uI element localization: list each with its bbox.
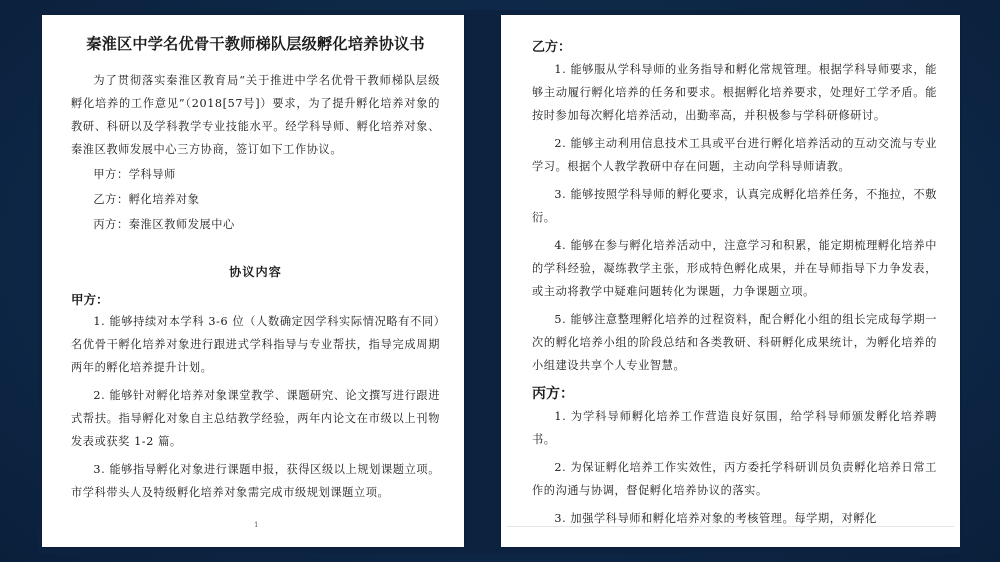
document-page-left <box>42 15 464 547</box>
page-number: 1 <box>254 521 259 529</box>
party-c-item-1: 1. 为学科导师孵化培养工作营造良好氛围，给学科导师颁发孵化培养聘书。 <box>532 410 937 446</box>
party-c-heading: 丙方： <box>532 386 574 402</box>
party-b-item-3: 3. 能够按照学科导师的孵化要求，认真完成孵化培养任务，不拖拉，不敷衍。 <box>532 188 937 224</box>
document-title: 秦淮区中学名优骨干教师梯队层级孵化培养协议书 <box>86 35 425 53</box>
party-a-heading: 甲方： <box>71 292 109 307</box>
page-left-content <box>71 34 440 504</box>
party-c-item-3: 3. 加强学科导师和孵化培养对象的考核管理。每学期，对孵化 <box>554 512 877 525</box>
party-a-item-3: 3. 能够指导孵化对象进行课题申报，获得区级以上规划课题立项。市学科带头人及特级孵化培养对象需完成市级规划课题立项。 <box>71 463 440 499</box>
intro-paragraph: 为了贯彻落实秦淮区教育局“关于推进中学名优骨干教师梯队层级孵化培养的工作意见”（2018[57号]）要求，为了提升孵化培养对象的教研、科研以及学科教学专业技能水平。经学科导师、孵化培养对象、秦淮区教师发展中心三方协商，签订如下工作协议。 <box>71 74 440 156</box>
party-b-line: 乙方：孵化培养对象 <box>93 193 200 206</box>
party-b-item-5: 5. 能够注意整理孵化培养的过程资料，配合孵化小组的组长完成每学期一次的孵化培养小组的阶段总结和各类教研、科研孵化成果统计，为孵化培养的小组建设共享个人专业智慧。 <box>532 313 937 372</box>
party-a-item-2: 2. 能够针对孵化培养对象课堂教学、课题研究、论文撰写进行跟进式帮扶。指导孵化对象自主总结教学经验，两年内论文在市级以上刊物发表或获奖 1-2 篇。 <box>71 389 440 448</box>
page-right-content <box>532 38 937 530</box>
party-c-item-2: 2. 为保证孵化培养工作实效性，丙方委托学科研训员负责孵化培养日常工作的沟通与协调，督促孵化培养协议的落实。 <box>532 461 937 497</box>
section-title-agreement: 协议内容 <box>229 265 282 279</box>
party-b-item-2: 2. 能够主动利用信息技术工具或平台进行孵化培养活动的互动交流与专业学习。根据个人教学教研中存在问题，主动向学科导师请教。 <box>532 137 937 173</box>
document-page-right <box>501 15 960 547</box>
party-b-item-1: 1. 能够服从学科导师的业务指导和孵化常规管理。根据学科导师要求，能够主动履行孵化培养的任务和要求。根据孵化培养要求，处理好工学矛盾。能按时参加每次孵化培养活动，出勤率高，并积极参与学科研修研讨。 <box>532 63 937 122</box>
party-b-item-4: 4. 能够在参与孵化培养活动中，注意学习和积累，能定期梳理孵化培养中的学科经验，凝练教学主张，形成特色孵化成果，并在导师指导下力争发表，或主动将教学中疑难问题转化为课题，力争课题立项。 <box>532 239 937 298</box>
party-a-item-1: 1. 能够持续对本学科 3-6 位（人数确定因学科实际情况略有不同）名优骨干孵化培养对象进行跟进式学科指导与专业帮扶，指导完成周期两年的孵化培养提升计划。 <box>71 315 440 374</box>
party-a-line: 甲方：学科导师 <box>93 168 176 181</box>
page-bottom-rule <box>507 526 954 527</box>
party-b-heading: 乙方： <box>532 40 572 55</box>
party-c-line: 丙方：秦淮区教师发展中心 <box>93 218 235 231</box>
